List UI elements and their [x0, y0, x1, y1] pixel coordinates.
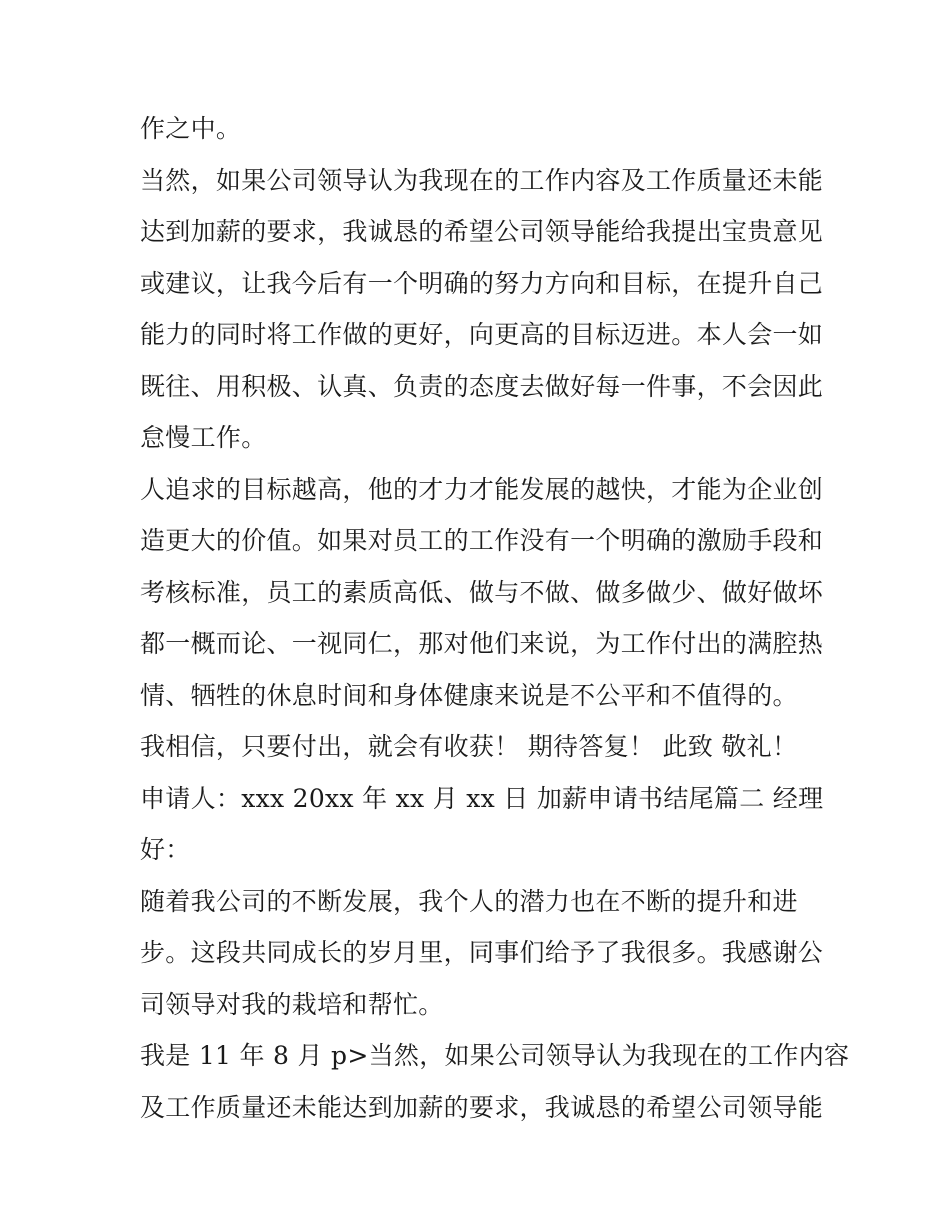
- text-line: 我相信，只要付出，就会有收获！ 期待答复！ 此致 敬礼！: [140, 732, 798, 761]
- text-line: 作之中。: [140, 114, 242, 143]
- text-line: 情、牺牲的休息时间和身体健康来说是不公平和不值得的。: [140, 680, 798, 710]
- text-line: 达到加薪的要求，我诚恳的希望公司领导能给我提出宝贵意见: [140, 217, 824, 246]
- text-line: 或建议，让我今后有一个明确的努力方向和目标，在提升自己: [140, 268, 824, 298]
- text-line: 怠慢工作。: [140, 423, 267, 452]
- text-line: 既往、用积极、认真、负责的态度去做好每一件事，不会因此: [140, 371, 824, 401]
- text-line: 司领导对我的栽培和帮忙。: [140, 989, 444, 1019]
- text-line: 能力的同时将工作做的更好，向更高的目标迈进。本人会一如: [140, 320, 824, 349]
- text-line: 及工作质量还未能达到加薪的要求，我诚恳的希望公司领导能: [140, 1092, 824, 1122]
- text-line: 申请人：xxx 20xx 年 xx 月 xx 日 加薪申请书结尾篇二 经理: [140, 783, 824, 813]
- text-line: 都一概而论、一视同仁，那对他们来说，为工作付出的满腔热: [140, 629, 824, 658]
- text-line: 随着我公司的不断发展，我个人的潜力也在不断的提升和进: [140, 886, 798, 916]
- text-line: 当然，如果公司领导认为我现在的工作内容及工作质量还未能: [140, 165, 824, 195]
- text-line: 造更大的价值。如果对员工的工作没有一个明确的激励手段和: [140, 526, 824, 555]
- text-line: 我是 11 年 8 月 p>当然，如果公司领导认为我现在的工作内容: [140, 1041, 850, 1070]
- text-line: 考核标准，员工的素质高低、做与不做、做多做少、做好做坏: [140, 577, 824, 607]
- document-body: [140, 103, 850, 1133]
- text-line: 人追求的目标越高，他的才力才能发展的越快，才能为企业创: [140, 474, 824, 504]
- text-line: 步。这段共同成长的岁月里，同事们给予了我很多。我感谢公: [140, 938, 824, 967]
- text-line: 好：: [140, 835, 191, 864]
